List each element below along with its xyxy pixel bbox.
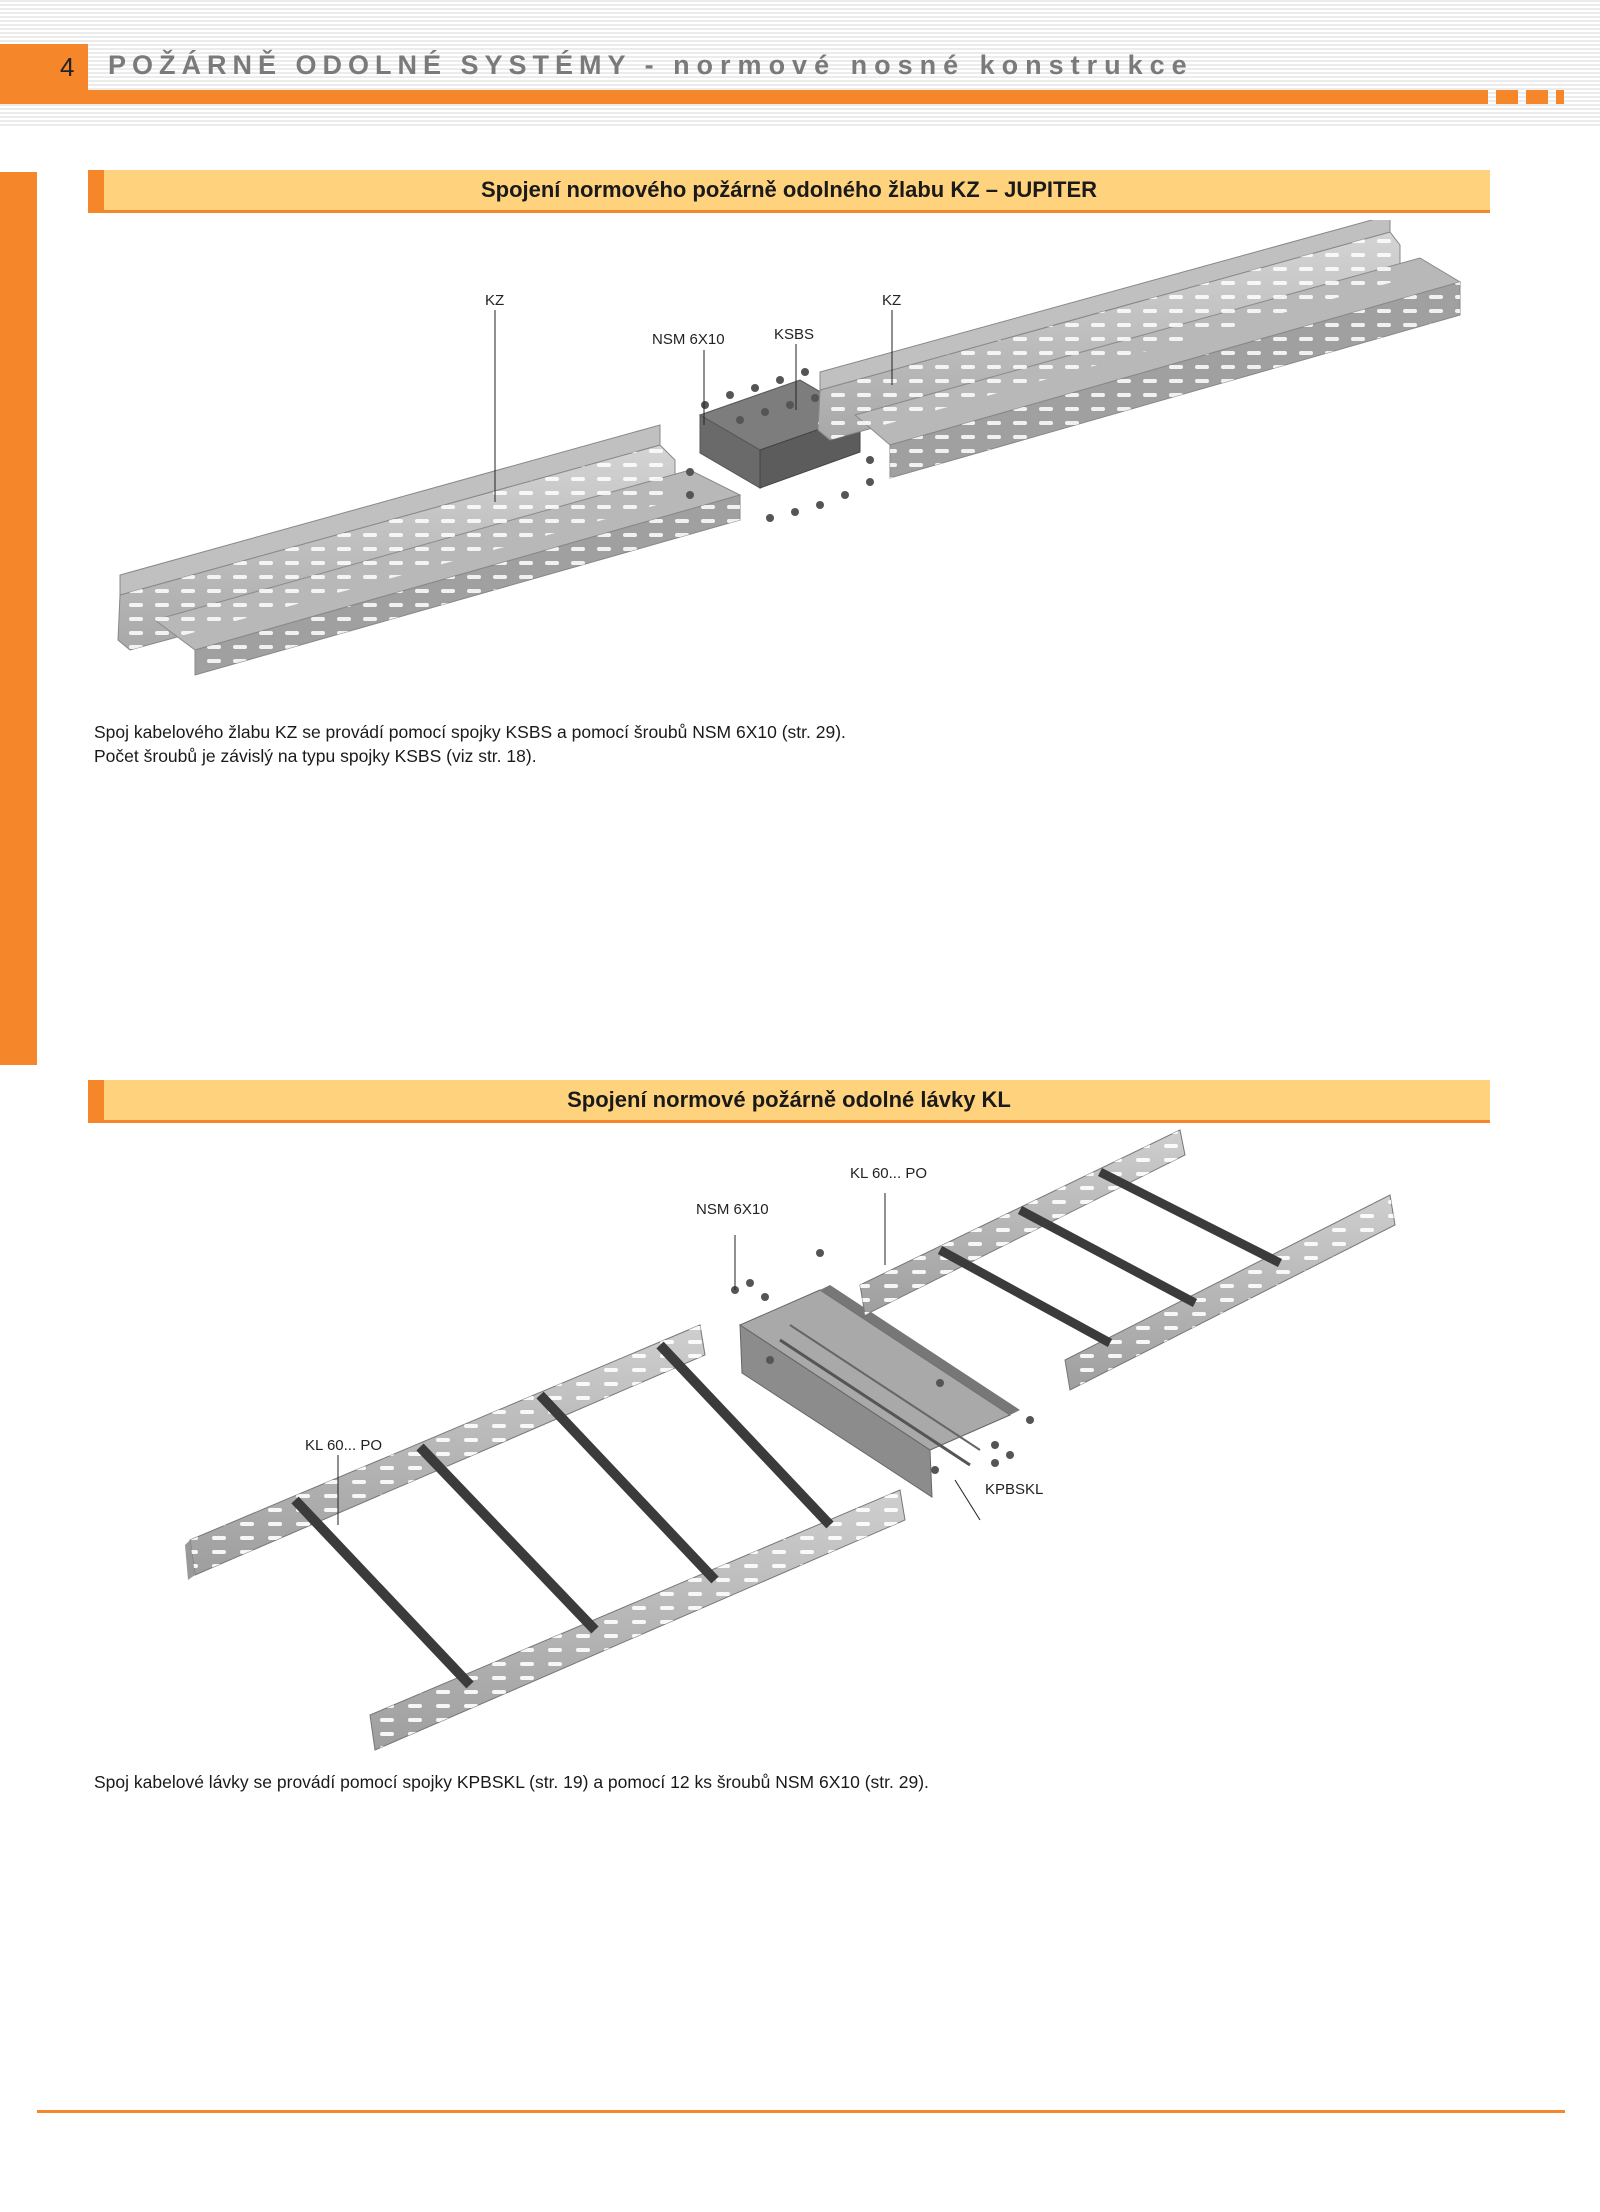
header-title-main: POŽÁRNĚ ODOLNÉ SYSTÉMY (108, 50, 632, 80)
section-heading-kz (88, 170, 1490, 213)
label-nsm: NSM 6X10 (696, 1201, 769, 1218)
header-title-separator: - (631, 50, 674, 80)
kz-tray-left (118, 425, 740, 675)
page-number: 4 (60, 52, 75, 82)
header-square (1526, 90, 1548, 104)
kl-ladder-right (860, 1130, 1395, 1390)
label-kz-right: KZ (882, 292, 902, 309)
description-line: Spoj kabelové lávky se provádí pomocí spojky KPBSKL (str. 19) a pomocí 12 ks šroubů NSM 6X10 (str. 29). (94, 1772, 929, 1792)
kl-ladder-joint-figure (180, 1125, 1420, 1770)
header-title-sub: normové nosné konstrukce (673, 50, 1194, 80)
header-square (1556, 90, 1564, 104)
section-description-kl (94, 1770, 929, 1794)
header-square (1496, 90, 1518, 104)
label-ksbs: KSBS (774, 326, 815, 343)
label-kl-left: KL 60... PO (305, 1437, 382, 1454)
page-header-title (108, 50, 1194, 81)
label-kpbskl: KPBSKL (985, 1481, 1044, 1498)
section-description-kz (94, 720, 846, 768)
section-heading-kl (88, 1080, 1490, 1123)
description-line: Počet šroubů je závislý na typu spojky KSBS (viz str. 18). (94, 746, 537, 766)
description-line: Spoj kabelového žlabu KZ se provádí pomocí spojky KSBS a pomocí šroubů NSM 6X10 (str. 29). (94, 722, 846, 742)
label-nsm: NSM 6X10 (652, 331, 725, 348)
kz-tray-joint-figure (100, 220, 1500, 705)
section-title: Spojení normového požárně odolného žlabu KZ – JUPITER (480, 177, 1098, 202)
label-kl-right: KL 60... PO (850, 1165, 927, 1182)
footer-rule (37, 2110, 1565, 2113)
section-title: Spojení normové požárně odolné lávky KL (567, 1087, 1011, 1112)
label-kz-left: KZ (485, 292, 505, 309)
left-accent-stripe (0, 172, 37, 1065)
header-rule (0, 90, 1488, 104)
kz-tray-right (818, 220, 1460, 478)
